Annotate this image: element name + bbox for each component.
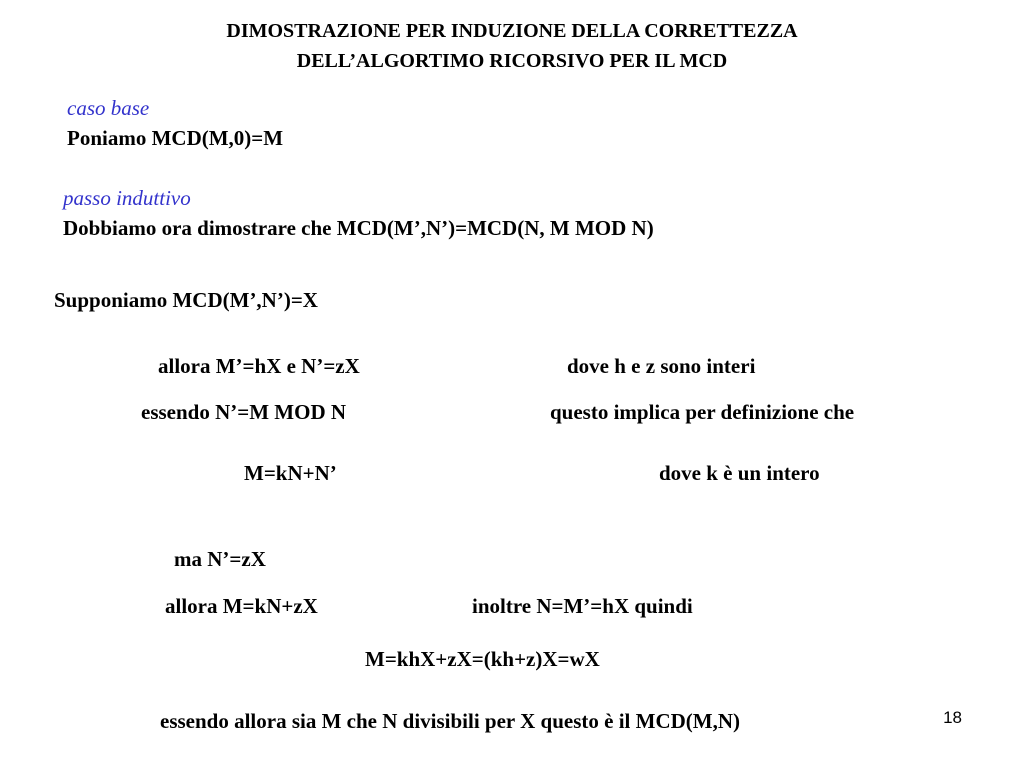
conclusion-statement: essendo allora sia M che N divisibili per X questo è il MCD(M,N) xyxy=(160,709,741,733)
passo-induttivo-text: Dobbiamo ora dimostrare che MCD(M’,N’)=MCD(N, M MOD N) xyxy=(63,216,654,240)
result-equation: M=khX+zX=(kh+z)X=wX xyxy=(365,647,600,671)
caso-base-heading: caso base xyxy=(67,96,150,120)
page-number: 18 xyxy=(943,708,962,727)
but-statement: ma N’=zX xyxy=(174,547,266,571)
being-note: questo implica per definizione che xyxy=(550,400,855,424)
definition-note: dove k è un intero xyxy=(659,461,820,485)
definition-equation: M=kN+N’ xyxy=(244,461,337,485)
slide-title-line-2: DELL’ALGORTIMO RICORSIVO PER IL MCD xyxy=(296,50,728,72)
caso-base-text: Poniamo MCD(M,0)=M xyxy=(67,126,284,150)
being-statement: essendo N’=M MOD N xyxy=(141,400,347,424)
so-statement: allora M=kN+zX xyxy=(165,594,318,618)
slide-title-line-1: DIMOSTRAZIONE PER INDUZIONE DELLA CORRETTEZZA xyxy=(226,20,798,42)
so-note: inoltre N=M’=hX quindi xyxy=(472,594,693,618)
suppose-statement: Supponiamo MCD(M’,N’)=X xyxy=(54,288,318,312)
then-statement: allora M’=hX e N’=zX xyxy=(158,354,360,378)
passo-induttivo-heading: passo induttivo xyxy=(63,186,191,210)
then-note: dove h e z sono interi xyxy=(567,354,756,378)
